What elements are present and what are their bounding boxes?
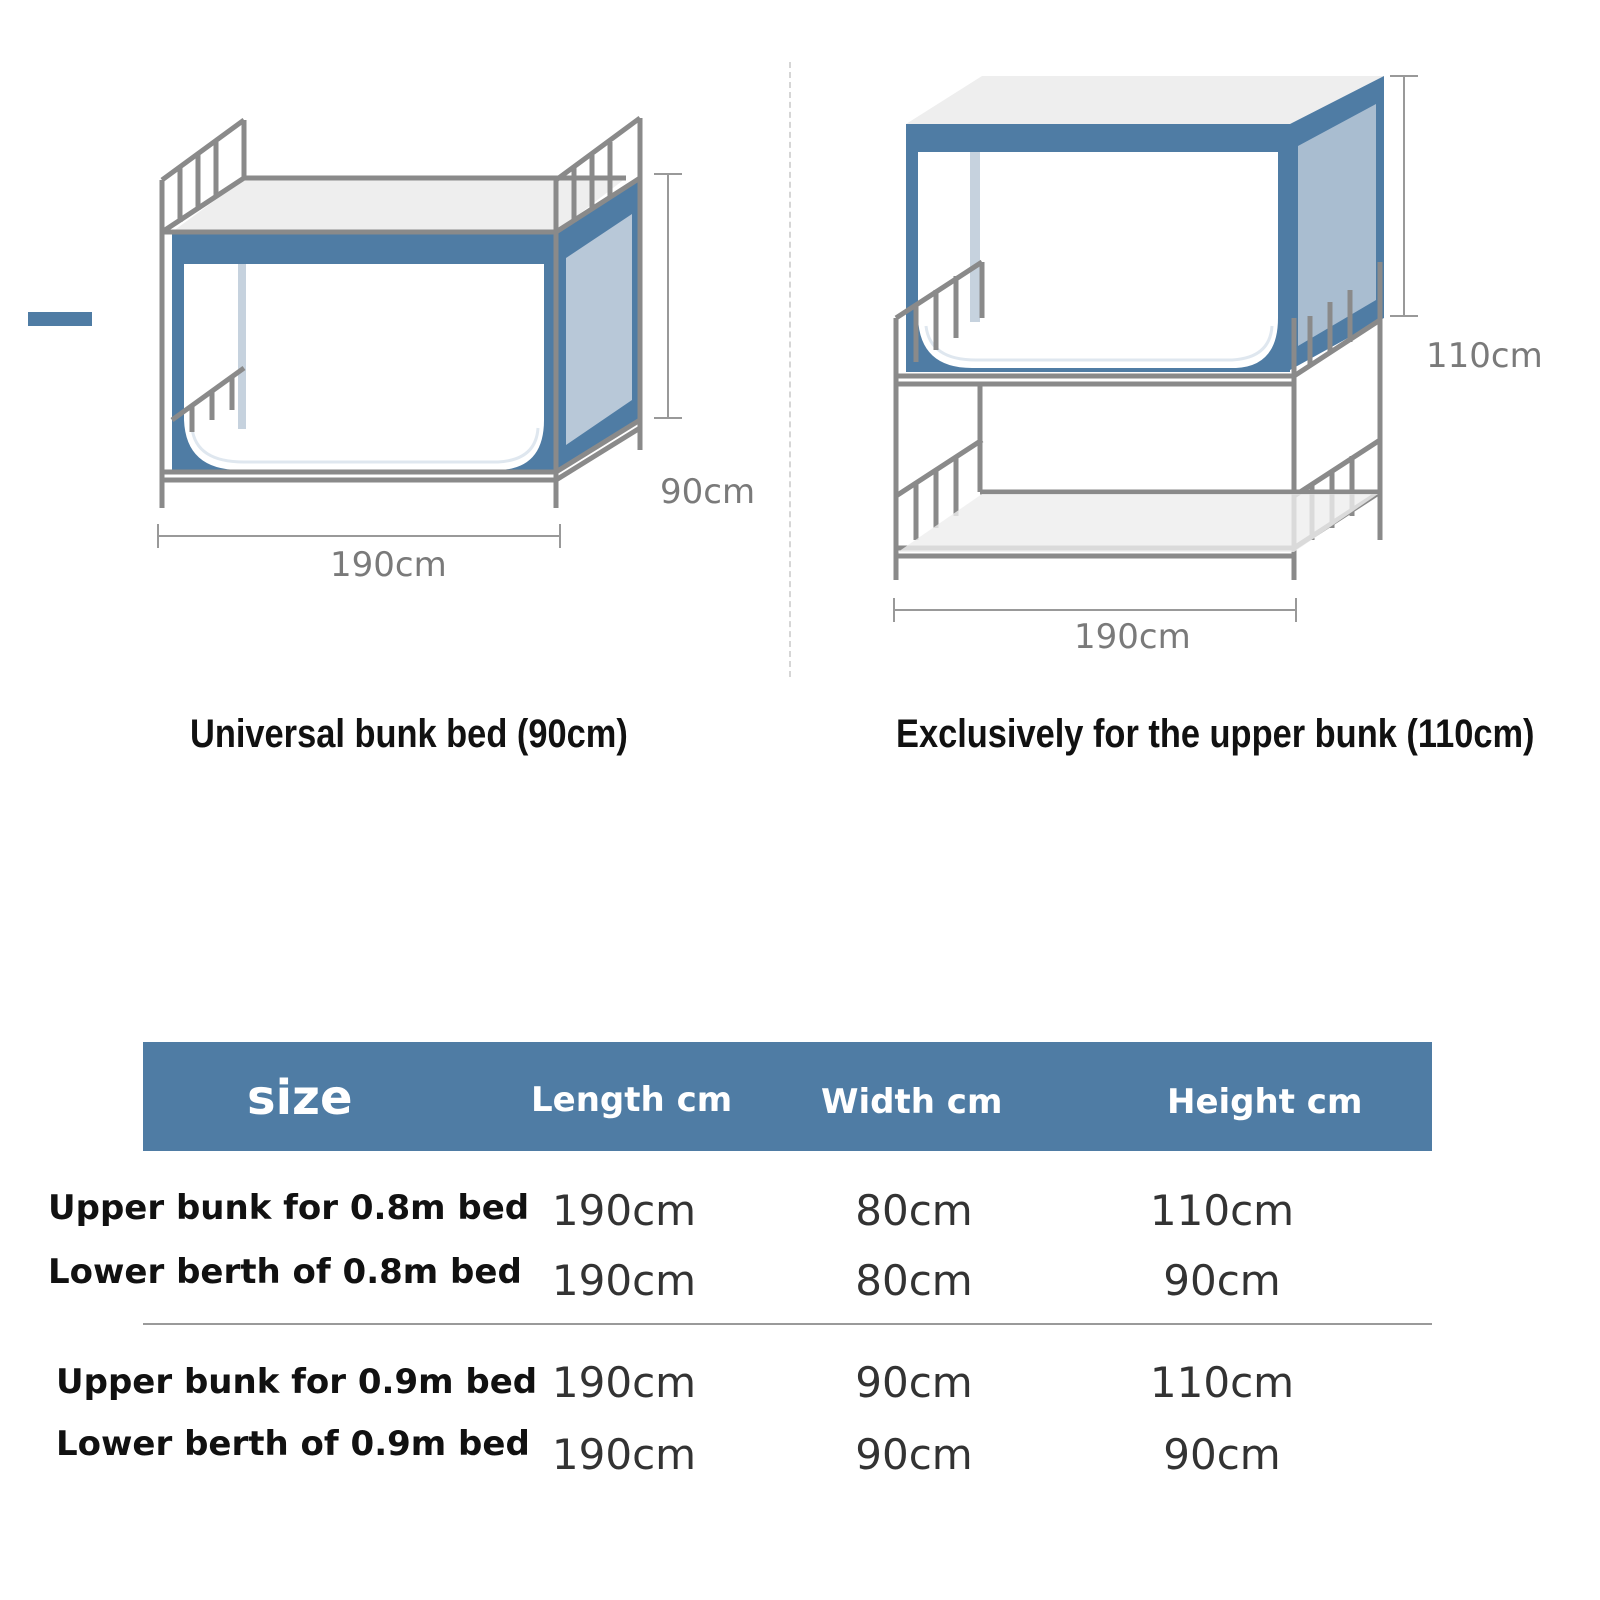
header-length: Length cm xyxy=(531,1080,733,1120)
row-width: 90cm xyxy=(855,1358,973,1407)
size-table-header xyxy=(143,1042,1432,1151)
row-label: Lower berth of 0.8m bed xyxy=(48,1252,522,1292)
row-height: 110cm xyxy=(1149,1358,1295,1407)
right-height-label: 110cm xyxy=(1426,336,1543,376)
row-width: 90cm xyxy=(855,1430,973,1479)
row-width: 80cm xyxy=(855,1186,973,1235)
table-divider xyxy=(143,1323,1432,1325)
upper-bunk-diagram xyxy=(0,0,1600,700)
row-label: Upper bunk for 0.9m bed xyxy=(56,1362,538,1402)
row-height: 90cm xyxy=(1163,1430,1281,1479)
header-size: size xyxy=(247,1070,353,1126)
left-caption: Universal bunk bed (90cm) xyxy=(190,712,628,756)
row-label: Lower berth of 0.9m bed xyxy=(56,1424,530,1464)
row-label: Upper bunk for 0.8m bed xyxy=(48,1188,530,1228)
row-length: 190cm xyxy=(551,1186,697,1235)
header-width: Width cm xyxy=(821,1082,1003,1122)
row-length: 190cm xyxy=(551,1430,697,1479)
row-length: 190cm xyxy=(551,1358,697,1407)
row-width: 80cm xyxy=(855,1256,973,1305)
row-height: 90cm xyxy=(1163,1256,1281,1305)
row-height: 110cm xyxy=(1149,1186,1295,1235)
right-length-label: 190cm xyxy=(1074,617,1191,657)
left-height-label: 90cm xyxy=(660,472,756,512)
right-caption: Exclusively for the upper bunk (110cm) xyxy=(896,712,1535,756)
left-length-label: 190cm xyxy=(330,545,447,585)
header-height: Height cm xyxy=(1167,1082,1363,1122)
row-length: 190cm xyxy=(551,1256,697,1305)
